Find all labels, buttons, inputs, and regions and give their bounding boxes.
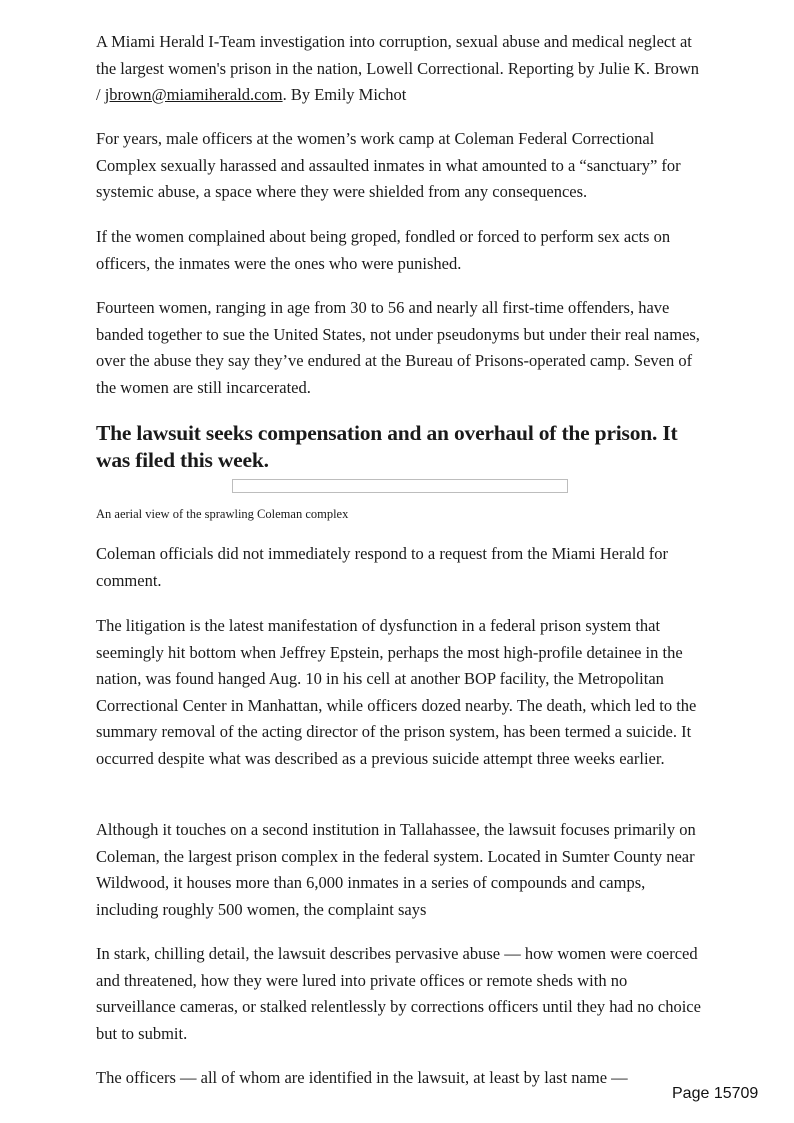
subheading: The lawsuit seeks compensation and an overhaul of the prison. It was filed this week. xyxy=(96,421,678,472)
image-caption: An aerial view of the sprawling Coleman complex xyxy=(96,507,349,521)
paragraph: Fourteen women, ranging in age from 30 to 56 and nearly all first-time offenders, have banded together to sue the United States, not under pseudonyms but under their real names, over the abuse they say they’ve endured at the Bureau of Prisons-operated camp. Seven of the women are still incarcerated. xyxy=(96,298,700,397)
intro-byline: . By Emily Michot xyxy=(282,85,407,104)
article-body xyxy=(96,0,706,1123)
image-placeholder xyxy=(232,479,568,493)
paragraph: If the women complained about being groped, fondled or forced to perform sex acts on officers, the inmates were the ones who were punished. xyxy=(96,227,671,273)
paragraph: For years, male officers at the women’s work camp at Coleman Federal Correctional Complex sexually harassed and assaulted inmates in what amounted to a “sanctuary” for systemic abuse, a space where they were shielded from any consequences. xyxy=(96,129,681,201)
intro-paragraph xyxy=(96,29,706,109)
page-number: Page 15709 xyxy=(668,1084,762,1104)
paragraph: In stark, chilling detail, the lawsuit describes pervasive abuse — how women were coerced and threatened, how they were lured into private offices or remote sheds with no surveillance cameras, or stalked relentlessly by corrections officers until they had no choice but to submit. xyxy=(96,944,701,1043)
paragraph: Coleman officials did not immediately respond to a request from the Miami Herald for comment. xyxy=(96,544,669,590)
intro-text: A Miami Herald I-Team investigation into corruption, sexual abuse and medical neglect at the largest women's prison in the nation, Lowell Correctional. Reporting by Julie K. Brown / xyxy=(96,32,699,104)
paragraph: The litigation is the latest manifestation of dysfunction in a federal prison system that seemingly hit bottom when Jeffrey Epstein, perhaps the most high-profile detainee in the nation, was found hanged Aug. 10 in his cell at another BOP facility, the Metropolitan Correctional Center in Manhattan, while officers dozed nearby. The death, which led to the summary removal of the acting director of the prison system, has been termed a suicide. It occurred despite what was described as a previous suicide attempt three weeks earlier. xyxy=(96,616,697,768)
email-link[interactable]: jbrown@miamiherald.com xyxy=(104,85,283,104)
paragraph: The officers — all of whom are identified in the lawsuit, at least by last name — xyxy=(96,1068,628,1087)
paragraph: Although it touches on a second institution in Tallahassee, the lawsuit focuses primarily on Coleman, the largest prison complex in the federal system. Located in Sumter County near Wildwood, it houses more than 6,000 inmates in a series of compounds and camps, including roughly 500 women, the complaint says xyxy=(96,820,696,919)
